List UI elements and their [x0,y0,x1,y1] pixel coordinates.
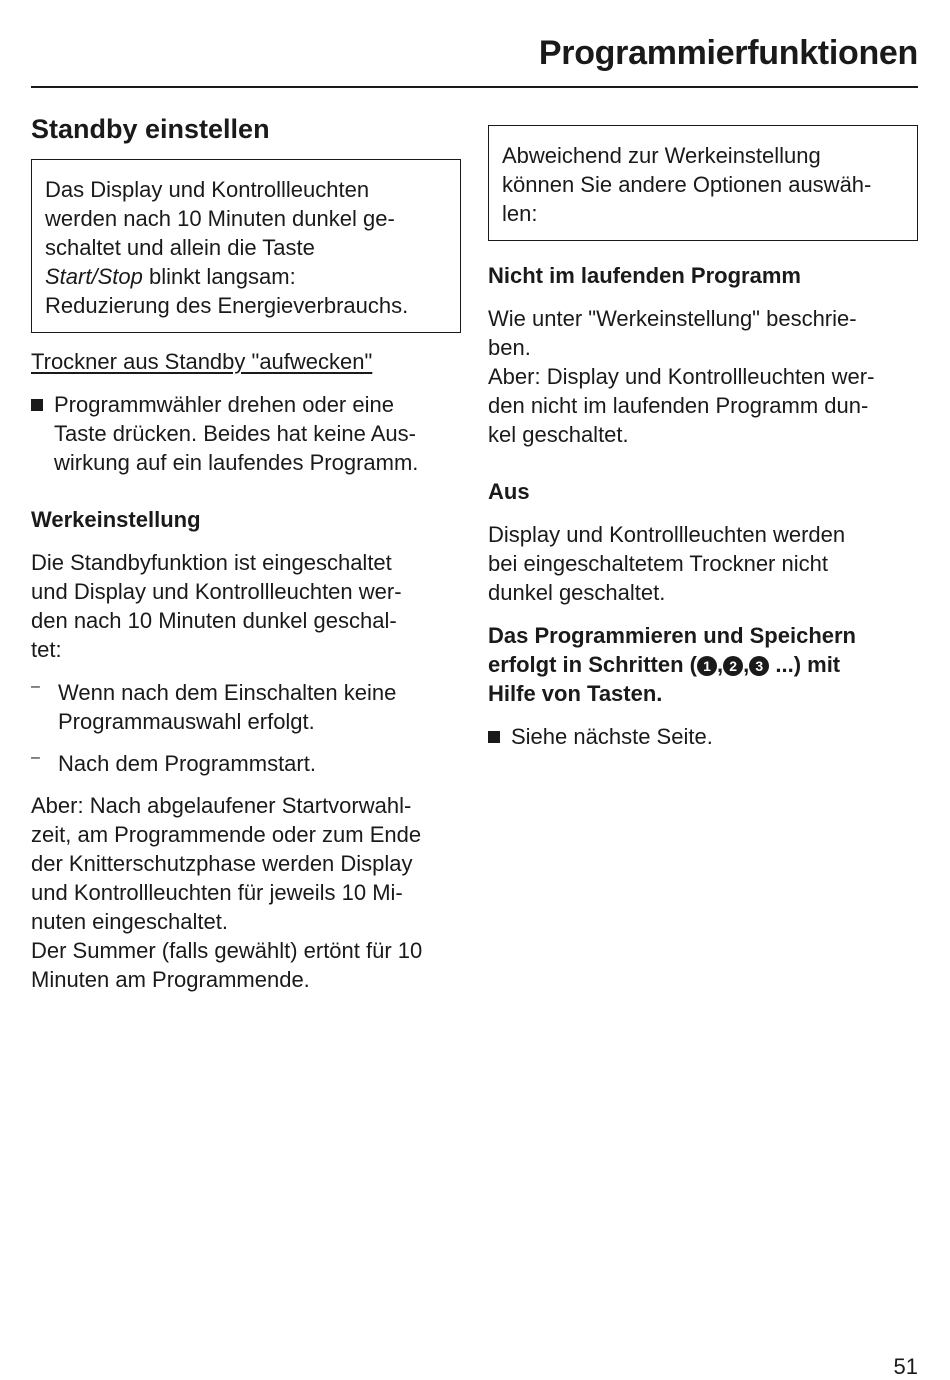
step-1-icon: 1 [697,656,717,676]
para-line: tet: [31,637,62,662]
wake-title: Trockner aus Standby "aufwecken" [31,349,373,374]
note-line: Hilfe von Tasten. [488,681,663,706]
para-line: Die Standbyfunktion ist eingeschaltet [31,550,392,575]
para-line: Display und Kontrollleuchten werden [488,522,846,547]
box-line: Das Display und Kontrollleuchten [45,177,370,202]
note-text: ...) mit [769,652,841,677]
aus-paragraph [488,520,918,607]
para-line: Minuten am Programmende. [31,967,310,992]
aber-paragraph [31,791,461,994]
bullet-line: Programmwähler drehen oder eine [54,392,394,417]
para-line: den nicht im laufenden Programm dun- [488,393,869,418]
dash-symbol: – [31,678,40,695]
box-line-start-stop [45,262,447,291]
box-line: len: [502,201,538,226]
para-line: Wie unter "Werkeinstellung" beschrie- [488,306,857,331]
subheading-werkeinstellung: Werkeinstellung [31,507,201,532]
para-line: Aber: Nach abgelaufener Startvorwahl- [31,793,412,818]
dash-line: Programmauswahl erfolgt. [58,709,315,734]
bullet-line: wirkung auf ein laufendes Programm. [54,450,419,475]
bullet-square-icon [31,399,43,411]
para-line: kel geschaltet. [488,422,629,447]
para-line: nuten eingeschaltet. [31,909,228,934]
box-line: können Sie andere Optionen auswäh- [502,172,872,197]
page-number: 51 [893,1354,918,1379]
list-item-wake [31,390,461,477]
box-line: schaltet und allein die Taste [45,235,315,260]
nicht-paragraph [488,304,918,449]
para-line: und Display und Kontrollleuchten wer- [31,579,402,604]
start-stop-label: Start/Stop [45,264,143,289]
box-line: Reduzierung des Energieverbrauchs. [45,293,409,318]
para-line: bei eingeschaltetem Trockner nicht [488,551,828,576]
para-line: Der Summer (falls gewählt) ertönt für 10 [31,938,423,963]
bullet-line: Siehe nächste Seite. [511,724,713,749]
para-line: ben. [488,335,531,360]
step-3-icon: 3 [749,656,769,676]
info-box-options [488,125,918,241]
box-line: werden nach 10 Minuten dunkel ge- [45,206,395,231]
page-header [31,30,918,88]
subheading-aus: Aus [488,479,530,504]
page-title: Programmierfunktionen [538,34,918,72]
right-column [488,125,918,751]
werk-paragraph [31,548,461,664]
para-line: und Kontrollleuchten für jeweils 10 Mi- [31,880,403,905]
step-2-icon: 2 [723,656,743,676]
note-line-steps: erfolgt in Schritten ( 1 , 2 , 3 ...) mit [488,652,841,677]
para-line: dunkel geschaltet. [488,580,666,605]
para-line: der Knitterschutzphase werden Display [31,851,413,876]
bullet-square-icon [488,731,500,743]
subheading-nicht-im-laufenden-programm: Nicht im laufenden Programm [488,263,801,288]
programming-note [488,621,918,708]
dash-item-1 [31,678,461,736]
dash-line: Nach dem Programmstart. [58,751,316,776]
left-column [31,110,461,994]
box-line-rest: blinkt langsam: [142,264,296,289]
info-box-standby [31,159,461,333]
para-line: den nach 10 Minuten dunkel geschal- [31,608,397,633]
dash-line: Wenn nach dem Einschalten keine [58,680,397,705]
note-line: Das Programmieren und Speichern [488,623,856,648]
dash-item-2 [31,749,461,778]
section-heading-standby: Standby einstellen [31,114,270,144]
list-item-see-next [488,722,918,751]
dash-symbol: – [31,749,40,766]
para-line: zeit, am Programmende oder zum Ende [31,822,422,847]
bullet-line: Taste drücken. Beides hat keine Aus- [54,421,416,446]
para-line: Aber: Display und Kontrollleuchten wer- [488,364,875,389]
box-line: Abweichend zur Werkeinstellung [502,143,821,168]
note-text: erfolgt in Schritten ( [488,652,697,677]
